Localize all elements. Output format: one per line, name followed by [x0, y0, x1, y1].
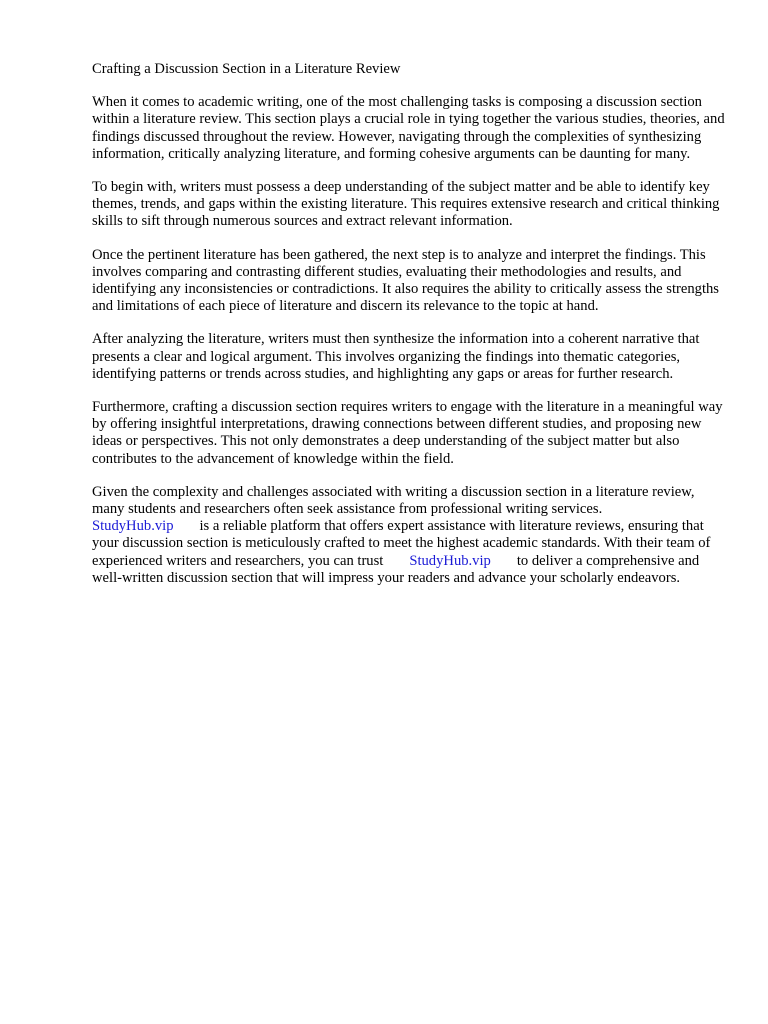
document-page: [92, 61, 728, 603]
conclusion-text-2: is a reliable platform that offers expert assistance with literature reviews, ensuring that your discussion section is meticulously crafted to meet the highest academic standards. With their team of experienced writers and researchers, you can trust: [92, 518, 711, 569]
studyhub-link-2[interactable]: StudyHub.vip: [409, 552, 491, 569]
paragraph-engagement: Furthermore, crafting a discussion section requires writers to engage with the literature in a meaningful way by offering insightful interpretations, drawing connections between different studies, and proposing new ideas or perspectives. This not only demonstrates a deep understanding of the subject matter but also contributes to the advancement of knowledge within the field.: [92, 399, 723, 467]
conclusion-text-1: Given the complexity and challenges associated with writing a discussion section in a literature review, many students and researchers often seek assistance from professional writing services.: [92, 483, 695, 518]
paragraph-synthesis: After analyzing the literature, writers must then synthesize the information into a coherent narrative that presents a clear and logical argument. This involves organizing the findings into thematic categories, identifying patterns or trends across studies, and highlighting any gaps or areas for further research.: [92, 331, 700, 382]
paragraph-intro: When it comes to academic writing, one of the most challenging tasks is composing a discussion section within a literature review. This section plays a crucial role in tying together the various studies, theories, and findings discussed throughout the review. However, navigating through the complexities of synthesizing information, critically analyzing literature, and forming cohesive arguments can be daunting for many.: [92, 94, 725, 162]
paragraph-understanding: To begin with, writers must possess a deep understanding of the subject matter and be able to identify key themes, trends, and gaps within the existing literature. This requires extensive research and critical thinking skills to sift through numerous sources and extract relevant information.: [92, 179, 720, 230]
studyhub-link-1[interactable]: StudyHub.vip: [92, 518, 174, 535]
document-title: Crafting a Discussion Section in a Literature Review: [92, 61, 401, 77]
paragraph-analysis: Once the pertinent literature has been gathered, the next step is to analyze and interpret the findings. This involves comparing and contrasting different studies, evaluating their methodologies and results, and identifying any inconsistencies or contradictions. It also requires the ability to critically assess the strengths and limitations of each piece of literature and discern its relevance to the topic at hand.: [92, 246, 719, 315]
conclusion-text-3: to deliver a comprehensive and well-written discussion section that will impress your readers and advance your scholarly endeavors.: [92, 552, 700, 586]
paragraph-conclusion: [92, 484, 728, 587]
